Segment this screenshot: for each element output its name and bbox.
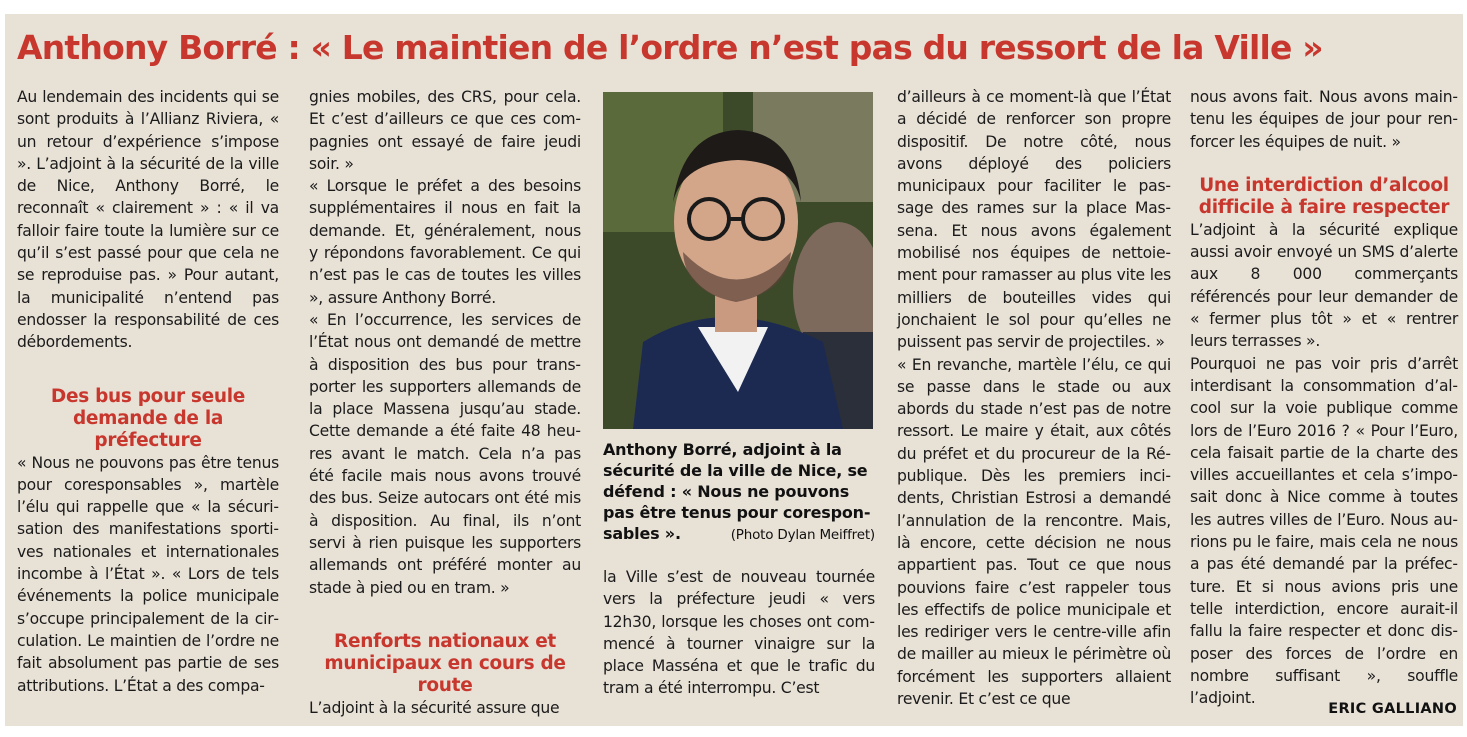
column-1 <box>17 86 279 697</box>
paragraph: d’ailleurs à ce moment-là que l’État a décidé de renforcer son propre dispositif. De notre côté, nous avons déployé des policiers municipaux pour faciliter le passage des rames sur la place Massena. Et nous avons également mobilisé nos équipes de nettoiement pour ramasser au plus vite les milliers de bouteilles vides qui jonchaient le sol pour qu’elles ne puissent pas servir de projectiles. » <box>897 88 1171 352</box>
photo-credit: (Photo Dylan Meiffret) <box>730 527 875 543</box>
column-4 <box>897 86 1171 710</box>
paragraph: la Ville s’est de nouveau tournée vers la préfecture jeudi « vers 12h30, lorsque les choses ont commencé à tourner vinaigre sur la place Masséna et que le trafic du tram a été interrompu. C’est <box>603 568 875 698</box>
headline: Anthony Borré : « Le maintien de l’ordre n’est pas du ressort de la Ville » <box>17 28 1323 67</box>
byline: ERIC GALLIANO <box>1328 701 1457 717</box>
column-3 <box>603 92 875 700</box>
subhead-alcool: Une interdiction d’alcool difficile à faire respecter <box>1198 174 1450 218</box>
subhead-bus: Des bus pour seule demande de la préfecture <box>50 385 246 451</box>
paragraph: L’adjoint à la sécurité assure que <box>309 698 560 717</box>
portrait-photo <box>603 92 873 429</box>
paragraph: nous avons fait. Nous avons maintenu les équipes de jour pour renforcer les équipes de nuit. » <box>1190 88 1458 151</box>
paragraph: « Lorsque le préfet a des besoins supplémentaires il nous en fait la demande. Et, généralement, nous y répondons favorablement. Ce qui n’est pas le cas de toutes les villes », assure Anthony Borré. <box>309 177 581 307</box>
paragraph: Pourquoi ne pas voir pris d’arrêt interdisant la consommation d’alcool sur la voie publique comme lors de l’Euro 2016 ? « Pour l’Euro, cela faisait partie de la charte des villes accueillantes et cela s’imposait donc à Nice comme à toutes les autres villes de l’Euro. Nous aurions pu le faire, mais cela ne nous a pas été demandé par la préfecture. Et si nous avions pris une telle interdiction, encore aurait-il fallu la faire respecter et donc disposer des forces de l’ordre en nombre suffisant », souffle l’adjoint. <box>1190 354 1458 708</box>
column-5 <box>1190 86 1458 709</box>
paragraph: « En l’occurrence, les services de l’État nous ont demandé de mettre à disposition des bus pour transporter les supporters allemands de la place Massena jusqu’au stade. Cette demande a été faite 48 heures avant le match. Cela n’a pas été facile mais nous avons trouvé des bus. Seize autocars ont été mis à disposition. Au final, ils n’ont servi à rien puisque les supporters allemands ont préféré monter au stade à pied ou en tram. » <box>309 310 581 597</box>
caption-text: Anthony Borré, adjoint à la sécurité de la ville de Nice, se défend : « Nous ne pouvons pas être tenus pour coresponsables ». <box>603 440 871 543</box>
column-2 <box>309 86 581 719</box>
paragraph: L’adjoint à la sécurité explique aussi avoir envoyé un SMS d’alerte aux 8 000 commerçants référencés pour leur demander de « fermer plus tôt » et « rentrer leurs terrasses ». <box>1190 220 1458 351</box>
photo-caption <box>603 439 875 544</box>
subhead-renforts: Renforts nationaux et municipaux en cours de route <box>324 630 566 696</box>
article-page <box>5 14 1463 726</box>
paragraph: gnies mobiles, des CRS, pour cela. Et c’est d’ailleurs ce que ces compagnies ont essayé de faire jeudi soir. » <box>309 88 581 173</box>
paragraph: « En revanche, martèle l’élu, ce qui se passe dans le stade ou aux abords du stade n’est pas de notre ressort. Le maire y était, aux côtés du préfet et du procureur de la République. Dès les premiers incidents, Christian Estrosi a demandé l’annulation de la rencontre. Mais, là encore, cette décision ne nous appartient pas. Tout ce que nous pouvions faire c’est rappeler tous les effectifs de police municipale et les rediriger vers le centre-ville afin de mailler au mieux le périmètre où forcément les supporters allaient revenir. Et c’est ce que <box>897 355 1171 709</box>
portrait-illustration <box>603 92 873 429</box>
paragraph: Au lendemain des incidents qui se sont produits à l’Allianz Riviera, « un retour d’expérience s’impose ». L’adjoint à la sécurité de la ville de Nice, Anthony Borré, le reconnaît « clairement » : « il va falloir faire toute la lumière sur ce qu’il s’est passé pour que cela ne se reproduise pas. » Pour autant, la municipalité n’entend pas endosser la responsabilité de ces débordements. <box>17 88 279 352</box>
paragraph: « Nous ne pouvons pas être tenus pour coresponsables », martèle l’élu qui rappelle que « la sécurisation des manifestations sportives nationales et internationales incombe à l’État ». « Lors de tels événements la police municipale s’occupe principalement de la circulation. Le maintien de l’ordre ne fait absolument pas partie de ses attributions. L’État a des compa- <box>17 453 279 695</box>
